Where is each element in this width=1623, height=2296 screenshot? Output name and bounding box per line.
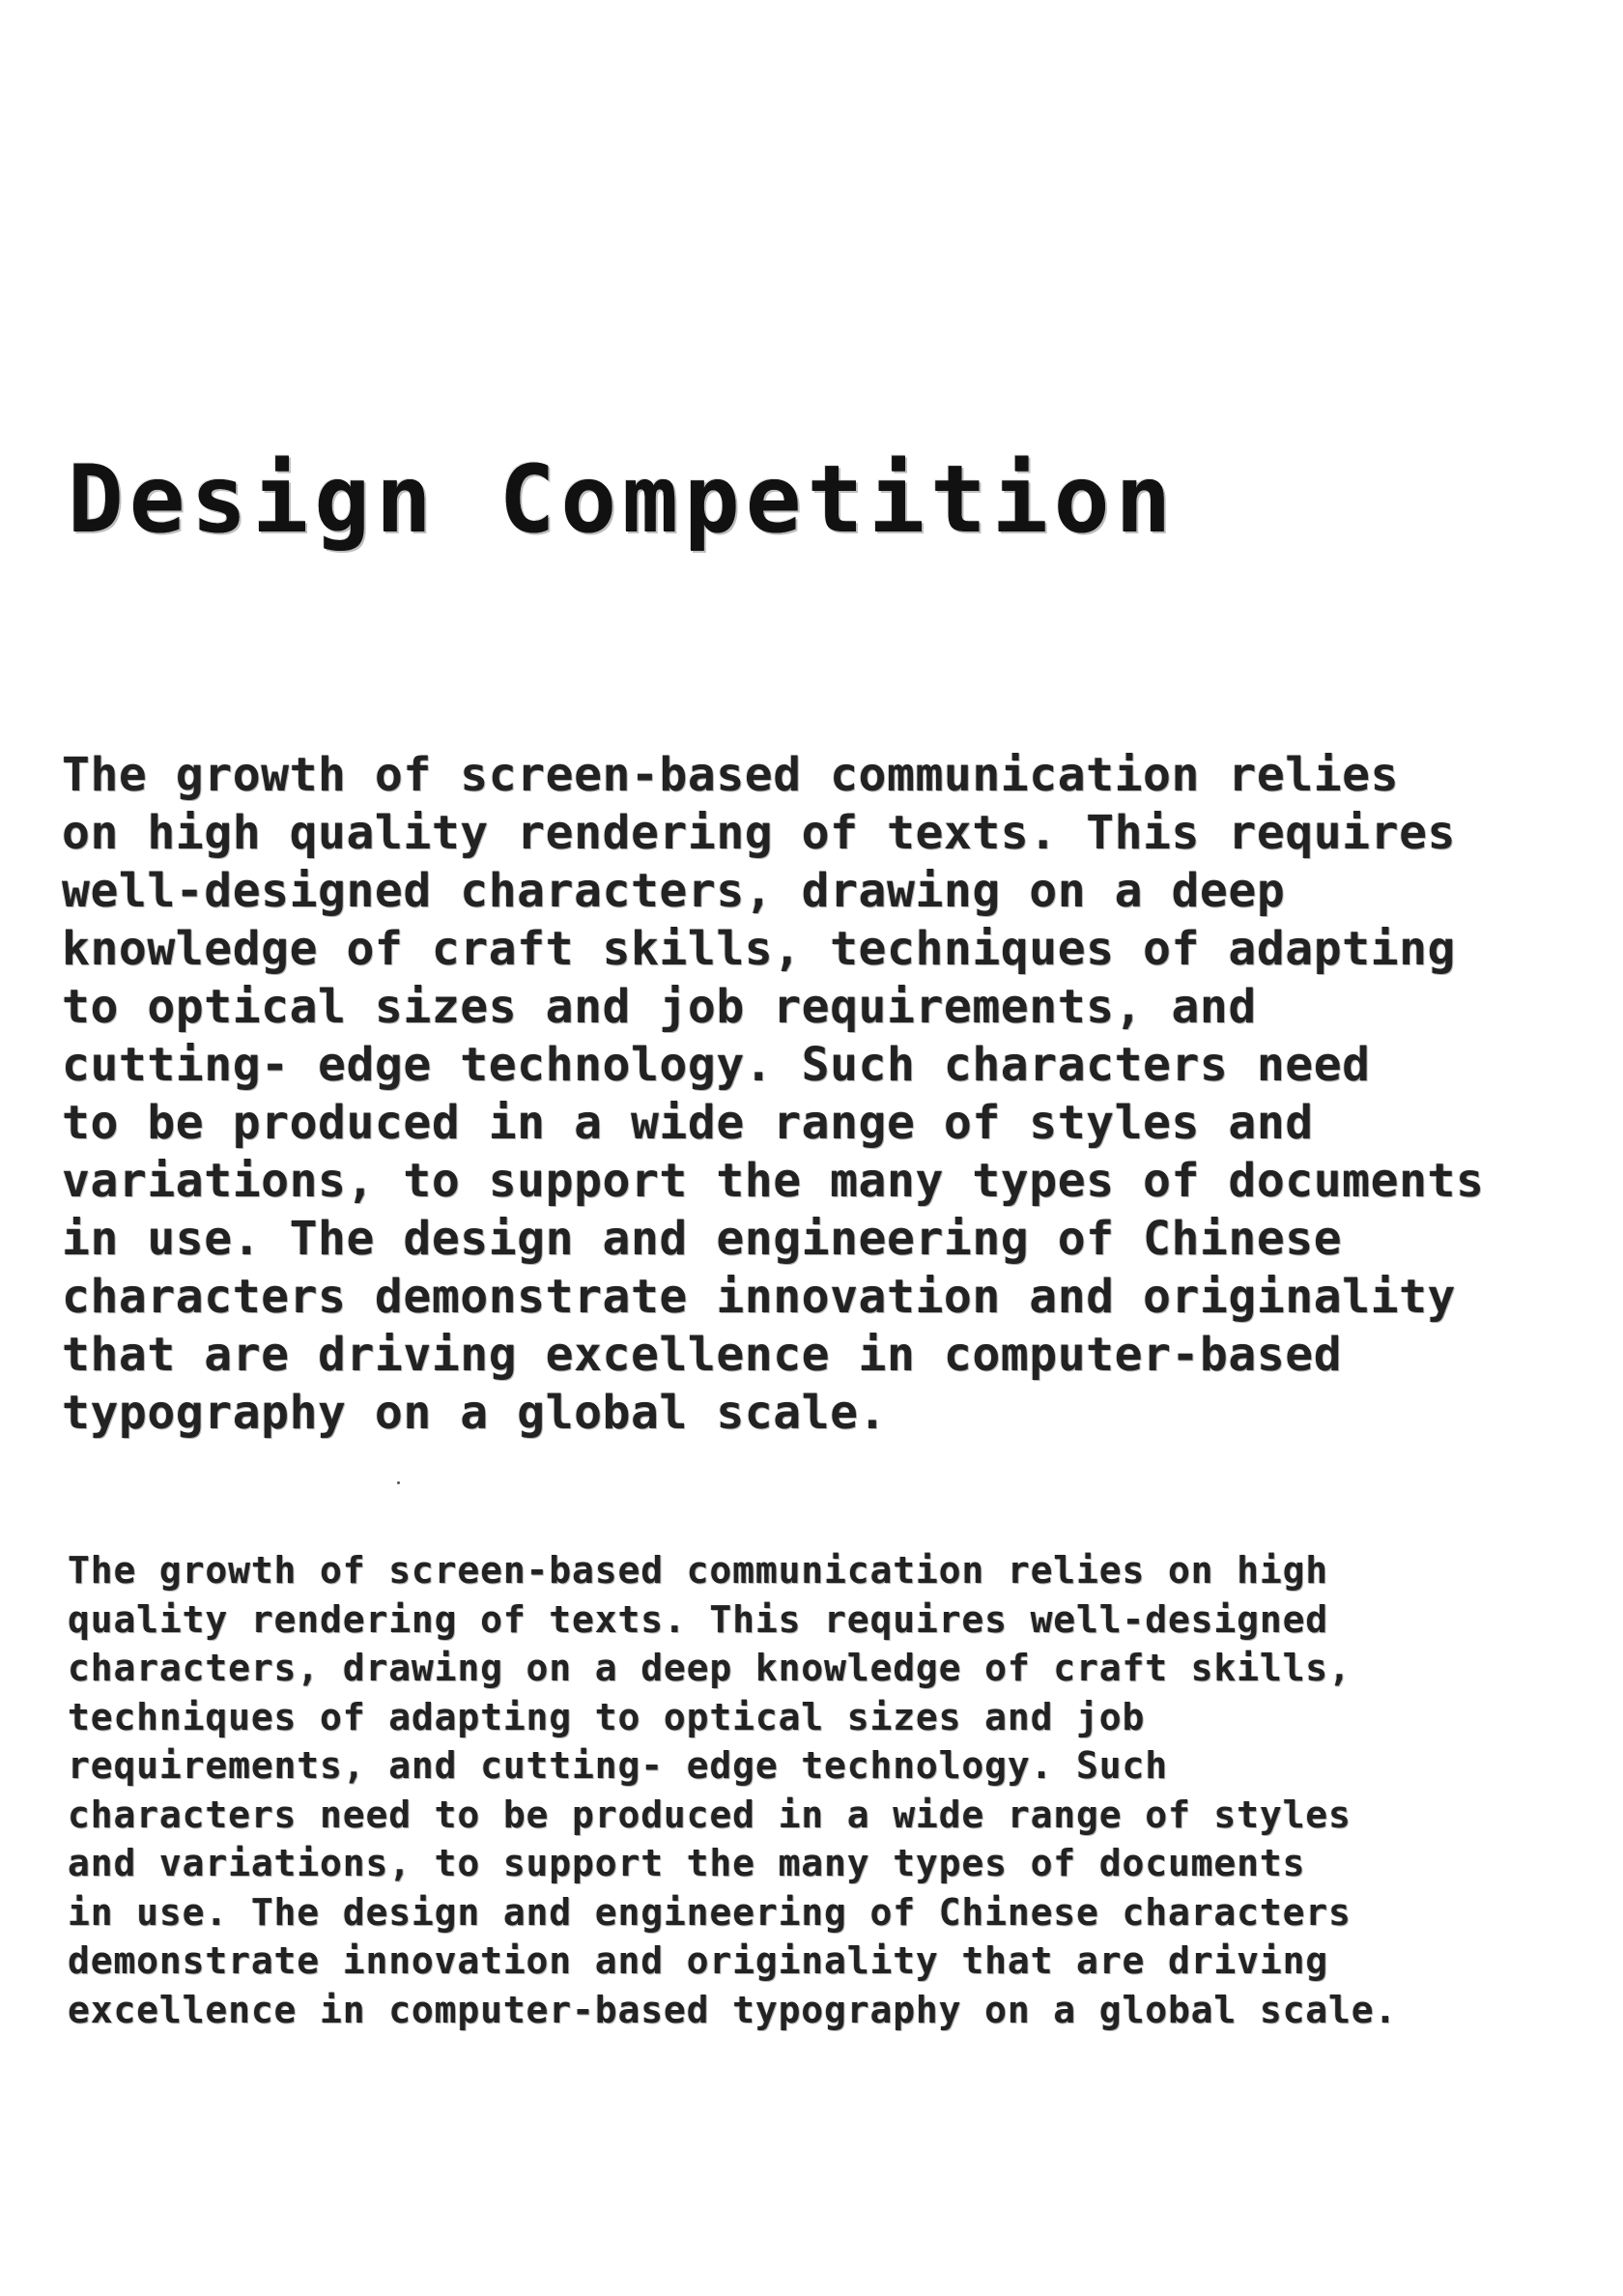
body-paragraph-2: [68, 1546, 1604, 2034]
paragraph-line: well-designed characters, drawing on a deep: [62, 864, 1286, 918]
paragraph-line: in use. The design and engineering of Chinese: [62, 1212, 1343, 1266]
paragraph-line: quality rendering of texts. This requires well-designed: [68, 1597, 1329, 1641]
paragraph-line: techniques of adapting to optical sizes and job: [68, 1695, 1146, 1738]
paragraph-line: that are driving excellence in computer-based: [62, 1328, 1343, 1382]
paragraph-line: characters, drawing on a deep knowledge of craft skills,: [68, 1647, 1352, 1689]
paragraph-line: to be produced in a wide range of styles and: [62, 1096, 1314, 1150]
stray-mark: [397, 1481, 400, 1484]
paragraph-line: characters need to be produced in a wide range of styles: [68, 1793, 1352, 1836]
paragraph-line: excellence in computer-based typography on a global scale.: [68, 1988, 1398, 2031]
paragraph-line: characters demonstrate innovation and originality: [62, 1270, 1456, 1324]
paragraph-line: knowledge of craft skills, techniques of adapting: [62, 922, 1456, 976]
paragraph-line: The growth of screen-based communication relies on high: [68, 1549, 1329, 1592]
paragraph-line: in use. The design and engineering of Chinese characters: [68, 1890, 1352, 1934]
paragraph-line: on high quality rendering of texts. This requires: [62, 806, 1456, 860]
paragraph-line: requirements, and cutting- edge technology. Such: [68, 1744, 1168, 1787]
paragraph-line: and variations, to support the many types of documents: [68, 1842, 1306, 1884]
paragraph-line: variations, to support the many types of documents: [62, 1154, 1485, 1208]
paragraph-line: cutting- edge technology. Such characters need: [62, 1038, 1371, 1092]
paragraph-line: demonstrate innovation and originality that are driving: [68, 1939, 1329, 1982]
paragraph-line: The growth of screen-based communication relies: [62, 748, 1400, 802]
paragraph-line: typography on a global scale.: [62, 1386, 888, 1440]
paragraph-line: to optical sizes and job requirements, and: [62, 980, 1257, 1034]
body-paragraph-1: [62, 746, 1569, 1442]
page-title: Design Competition: [68, 445, 1178, 554]
